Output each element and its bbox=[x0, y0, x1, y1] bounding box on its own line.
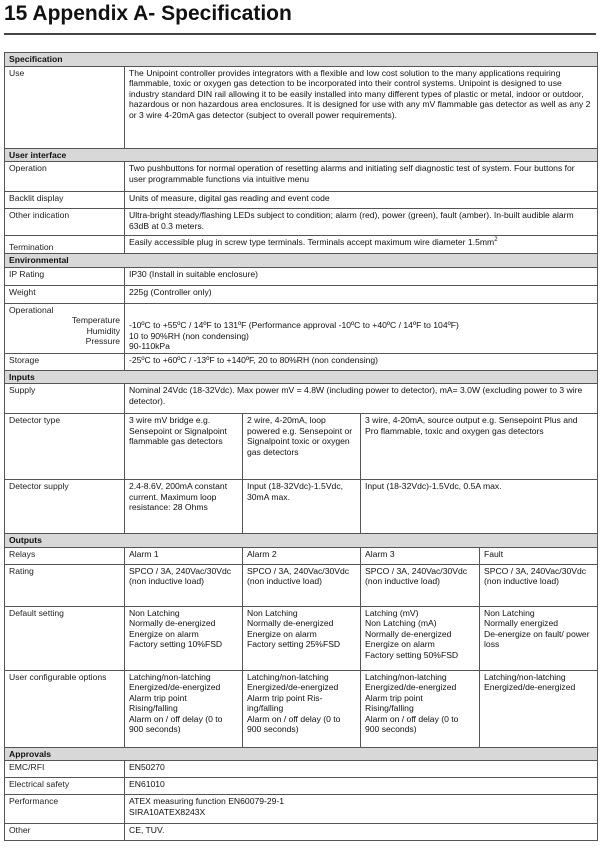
default-cell: Non Latching Normally energized De-energize on fault/ power loss bbox=[480, 606, 598, 670]
row-value: Units of measure, digital gas reading and event code bbox=[125, 192, 598, 209]
row-label: Use bbox=[5, 66, 125, 148]
row-label: Supply bbox=[5, 384, 125, 414]
rating-cell: SPCO / 3A, 240Vac/30Vdc (non inductive load) bbox=[480, 564, 598, 606]
row-value: IP30 (Install in suitable enclosure) bbox=[125, 267, 598, 285]
relay-header: Alarm 1 bbox=[125, 547, 243, 564]
default-cell: Non Latching Normally de-energized Energize on alarm Factory setting 10%FSD bbox=[125, 606, 243, 670]
row-label: Operation bbox=[5, 162, 125, 192]
table-row bbox=[5, 761, 598, 778]
table-row bbox=[5, 670, 598, 747]
humidity-value: 10 to 90%RH (non condensing) bbox=[129, 330, 249, 341]
detector-type-cell: 3 wire, 4-20mA, source output e.g. Sensepoint Plus and Pro flammable, toxic and oxygen gas detectors bbox=[361, 414, 598, 480]
row-value: Nominal 24Vdc (18-32Vdc). Max power mV = 4.8W (including power to detector), mA= 3.0W (excluding power to 3 wire detector). bbox=[125, 384, 598, 414]
specification-table bbox=[4, 52, 598, 841]
table-row bbox=[5, 303, 598, 353]
table-row bbox=[5, 353, 598, 370]
section-row bbox=[5, 254, 598, 268]
table-row bbox=[5, 547, 598, 564]
table-row bbox=[5, 795, 598, 824]
row-label: Other bbox=[5, 824, 125, 841]
table-row bbox=[5, 236, 598, 254]
table-row bbox=[5, 192, 598, 209]
detector-supply-cell: Input (18-32Vdc)-1.5Vdc, 0.5A max. bbox=[361, 480, 598, 534]
section-inputs: Inputs bbox=[5, 370, 598, 384]
user-option-cell: Latching/non-latching Energized/de-energized Alarm trip point Ris-ing/falling Alarm on / off delay (0 to 900 seconds) bbox=[243, 670, 361, 747]
section-outputs: Outputs bbox=[5, 534, 598, 548]
row-label: Storage bbox=[5, 353, 125, 370]
section-user-interface: User interface bbox=[5, 148, 598, 162]
table-row bbox=[5, 66, 598, 148]
table-row bbox=[5, 824, 598, 841]
temperature-label: Temperature bbox=[71, 315, 120, 325]
row-label: User configurable options bbox=[5, 670, 125, 747]
row-value: ATEX measuring function EN60079-29-1 SIRA10ATEX8243X bbox=[125, 795, 598, 824]
section-row bbox=[5, 148, 598, 162]
table-row bbox=[5, 384, 598, 414]
relay-header: Alarm 3 bbox=[361, 547, 480, 564]
table-row bbox=[5, 414, 598, 480]
row-label: EMC/RFI bbox=[5, 761, 125, 778]
row-value: Ultra-bright steady/flashing LEDs subject to condition; alarm (red), power (green), fault (amber). In-built audible alarm 63dB at 0.3 meters. bbox=[125, 209, 598, 236]
section-specification: Specification bbox=[5, 53, 598, 67]
row-label: Backlit display bbox=[5, 192, 125, 209]
row-value: Easily accessible plug in screw type terminals. Terminals accept maximum wire diameter $1.5mm^2$ bbox=[125, 236, 598, 254]
row-label: Default setting bbox=[5, 606, 125, 670]
relay-header: Alarm 2 bbox=[243, 547, 361, 564]
default-cell: Non Latching Normally de-energized Energize on alarm Factory setting 25%FSD bbox=[243, 606, 361, 670]
default-cell: Latching (mV) Non Latching (mA) Normally de-energized Energize on alarm Factory setting 50%FSD bbox=[361, 606, 480, 670]
row-value: 225g (Controller only) bbox=[125, 285, 598, 303]
row-label: Termination bbox=[5, 236, 125, 254]
section-row bbox=[5, 370, 598, 384]
row-label: Detector type bbox=[5, 414, 125, 480]
table-row bbox=[5, 480, 598, 534]
section-row bbox=[5, 534, 598, 548]
row-label: Detector supply bbox=[5, 480, 125, 534]
table-row bbox=[5, 778, 598, 795]
section-row bbox=[5, 747, 598, 761]
rating-cell: SPCO / 3A, 240Vac/30Vdc (non inductive load) bbox=[243, 564, 361, 606]
table-row bbox=[5, 162, 598, 192]
row-value: Two pushbuttons for normal operation of resetting alarms and initiating self diagnostic test of system. Four buttons for user programmable functions via intuitive menu bbox=[125, 162, 598, 192]
table-row bbox=[5, 209, 598, 236]
table-row bbox=[5, 285, 598, 303]
row-value: EN61010 bbox=[125, 778, 598, 795]
section-environmental: Environmental bbox=[5, 254, 598, 268]
row-label: Other indication bbox=[5, 209, 125, 236]
relay-header: Fault bbox=[480, 547, 598, 564]
detector-type-cell: 2 wire, 4-20mA, loop powered e.g. Sensepoint or Signalpoint toxic or oxygen gas detectors bbox=[243, 414, 361, 480]
rating-cell: SPCO / 3A, 240Vac/30Vdc (non inductive load) bbox=[361, 564, 480, 606]
user-option-cell: Latching/non-latching Energized/de-energized Alarm trip point Rising/falling Alarm on / off delay (0 to 900 seconds) bbox=[361, 670, 480, 747]
row-value bbox=[125, 303, 598, 353]
detector-supply-cell: 2.4-8.6V, 200mA constant current. Maximum loop resistance: 28 Ohms bbox=[125, 480, 243, 534]
table-row bbox=[5, 267, 598, 285]
row-value: The Unipoint controller provides integrators with a flexible and low cost solution to the many applications requiring flammable, toxic or oxygen gas detection to be incorporated into their control systems. Unipoint is designed to use industry standard DIN rail allowing it to be easily installed into many different types of plastic or metal, indoor or outdoor, hazardous or non hazardous area enclosures. It is designed for use with any mV flammable gas detector as well as any 2 or 3 wire 4-20mA gas detector (subject to overall power requirements). bbox=[125, 66, 598, 148]
section-row bbox=[5, 53, 598, 67]
pressure-value: 90-110kPa bbox=[129, 341, 170, 351]
title-rule bbox=[4, 33, 596, 35]
temperature-value: -10ºC to +55ºC / 14ºF to 131ºF (Performance approval -10ºC to +40ºC / 14ºF to 104ºF) bbox=[129, 320, 459, 330]
row-label: Electrical safety bbox=[5, 778, 125, 795]
row-value: EN50270 bbox=[125, 761, 598, 778]
table-row bbox=[5, 564, 598, 606]
page-title: 15 Appendix A- Specification bbox=[4, 2, 292, 25]
detector-type-cell: 3 wire mV bridge e.g. Sensepoint or Signalpoint flammable gas detectors bbox=[125, 414, 243, 480]
row-label: Weight bbox=[5, 285, 125, 303]
humidity-label: Humidity bbox=[86, 325, 120, 336]
row-label: Relays bbox=[5, 547, 125, 564]
row-label: IP Rating bbox=[5, 267, 125, 285]
user-option-cell: Latching/non-latching Energized/de-energized Alarm trip point Rising/falling Alarm on / off delay (0 to 900 seconds) bbox=[125, 670, 243, 747]
operational-label: Operational bbox=[9, 304, 54, 315]
row-value: -25ºC to +60ºC / -13ºF to +140ºF, 20 to 80%RH (non condensing) bbox=[125, 353, 598, 370]
table-row bbox=[5, 606, 598, 670]
row-label bbox=[5, 303, 125, 353]
row-label: Rating bbox=[5, 564, 125, 606]
rating-cell: SPCO / 3A, 240Vac/30Vdc (non inductive load) bbox=[125, 564, 243, 606]
section-approvals: Approvals bbox=[5, 747, 598, 761]
pressure-label: Pressure bbox=[85, 336, 120, 346]
row-label: Performance bbox=[5, 795, 125, 824]
user-option-cell: Latching/non-latching Energized/de-energized bbox=[480, 670, 598, 747]
row-value: CE, TUV. bbox=[125, 824, 598, 841]
detector-supply-cell: Input (18-32Vdc)-1.5Vdc, 30mA max. bbox=[243, 480, 361, 534]
